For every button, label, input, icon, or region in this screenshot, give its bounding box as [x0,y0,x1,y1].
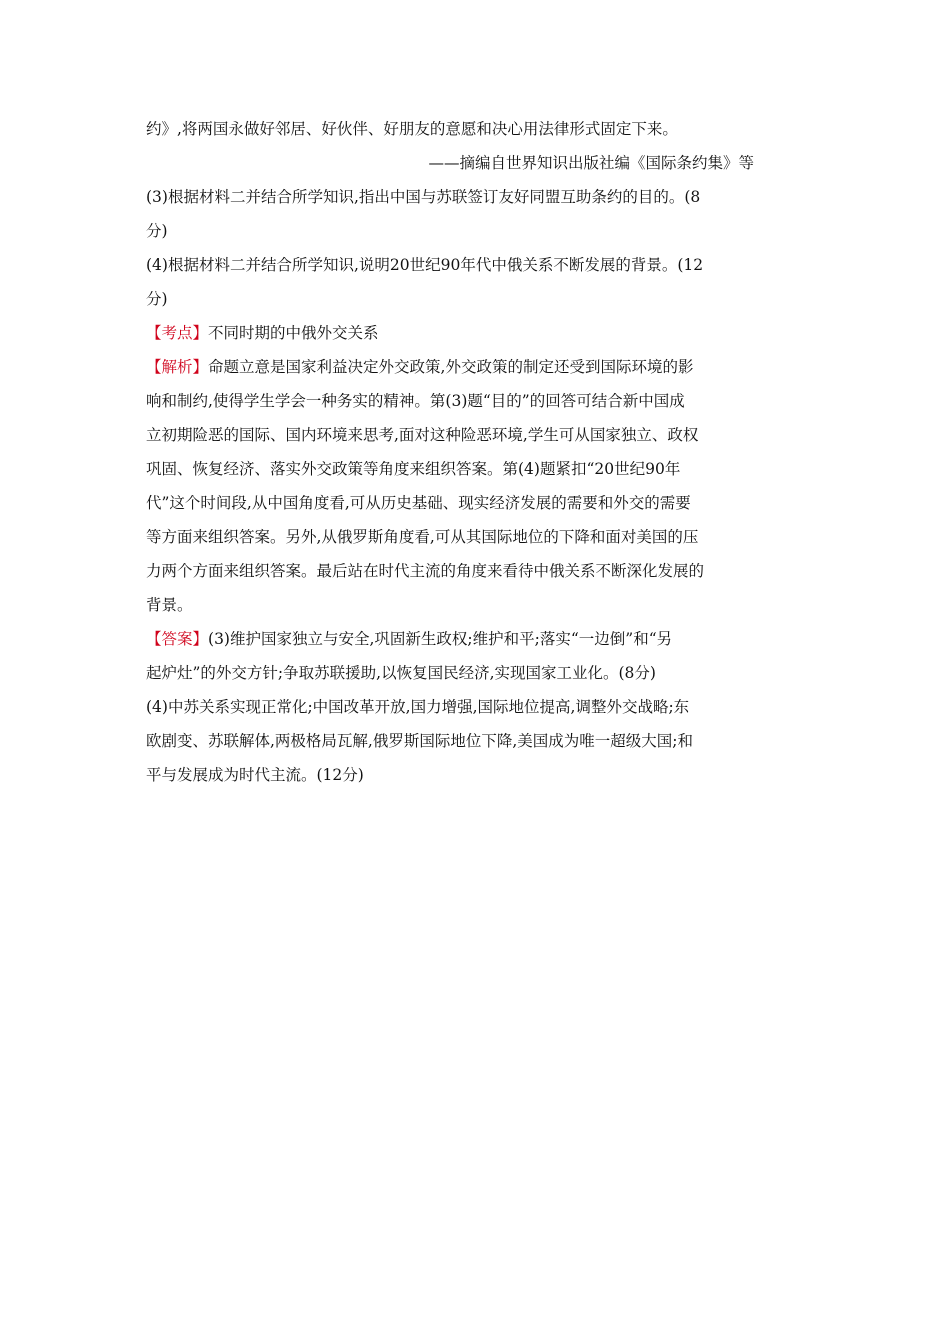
daan-line-4: 欧剧变、苏联解体,两极格局瓦解,俄罗斯国际地位下降,美国成为唯一超级大国;和 [146,732,694,750]
daan-text-1: (3)维护国家独立与安全,巩固新生政权;维护和平;落实“一边倒”和“另 [208,630,673,648]
question-4-line-1: (4)根据材料二并结合所学知识,说明20世纪90年代中俄关系不断发展的背景。(12 [146,256,704,274]
jiexi-line-8: 背景。 [146,596,193,614]
jiexi-tag: 【解析】 [146,358,209,376]
question-4-line-2: 分) [146,290,168,308]
document-page [146,112,754,792]
jiexi-line-1 [146,350,754,384]
jiexi-text-1: 命题立意是国家利益决定外交政策,外交政策的制定还受到国际环境的影 [208,358,694,376]
material-source: ——摘编自世界知识出版社编《国际条约集》等 [428,154,754,172]
material-text-line: 约》,将两国永做好邻居、好伙伴、好朋友的意愿和决心用法律形式固定下来。 [146,120,678,138]
daan-line-5: 平与发展成为时代主流。(12分) [146,766,364,784]
kaodian-text: 不同时期的中俄外交关系 [208,324,379,342]
jiexi-line-3: 立初期险恶的国际、国内环境来思考,面对这种险恶环境,学生可从国家独立、政权 [146,426,699,444]
jiexi-line-6: 等方面来组织答案。另外,从俄罗斯角度看,可从其国际地位的下降和面对美国的压 [146,528,699,546]
daan-line-2: 起炉灶”的外交方针;争取苏联援助,以恢复国民经济,实现国家工业化。(8分) [146,664,656,682]
question-3-line-1: (3)根据材料二并结合所学知识,指出中国与苏联签订友好同盟互助条约的目的。(8 [146,188,701,206]
daan-line-1 [146,622,754,656]
daan-tag: 【答案】 [146,630,209,648]
kaodian-tag: 【考点】 [146,324,209,342]
jiexi-line-2: 响和制约,使得学生学会一种务实的精神。第(3)题“目的”的回答可结合新中国成 [146,392,685,410]
question-3-line-2: 分) [146,222,168,240]
jiexi-line-5: 代”这个时间段,从中国角度看,可从历史基础、现实经济发展的需要和外交的需要 [146,494,691,512]
jiexi-line-4: 巩固、恢复经济、落实外交政策等角度来组织答案。第(4)题紧扣“20世纪90年 [146,460,681,478]
jiexi-line-7: 力两个方面来组织答案。最后站在时代主流的角度来看待中俄关系不断深化发展的 [146,562,705,580]
kaodian-line [146,316,754,350]
daan-line-3: (4)中苏关系实现正常化;中国改革开放,国力增强,国际地位提高,调整外交战略;东 [146,698,690,716]
